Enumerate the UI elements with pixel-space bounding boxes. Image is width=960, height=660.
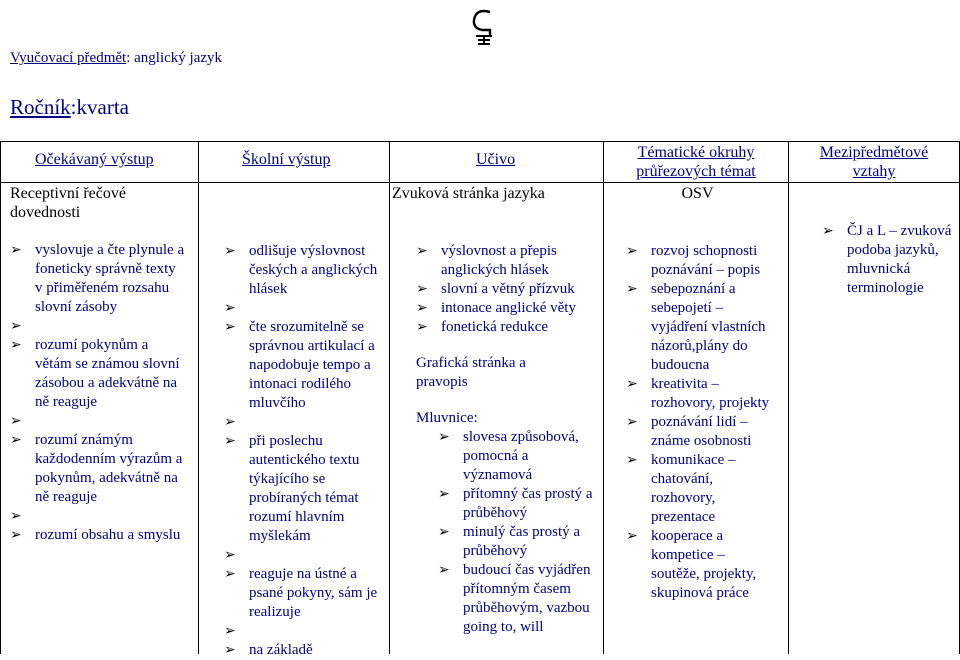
header-interdisciplinary-line1: Mezipředmětové: [819, 144, 929, 161]
col-interdisciplinary: [822, 222, 957, 298]
spacer: [224, 546, 384, 565]
col-cross-topics: [610, 184, 785, 603]
col-curriculum: [392, 184, 600, 637]
col-divider-2: [389, 142, 390, 654]
header-interdisciplinary-line2: vztahy: [852, 163, 896, 180]
header-school-output: Školní výstup: [242, 151, 331, 168]
list-item: ➢ fonetická redukce: [416, 318, 600, 337]
list-item: ➢ poznávání lidí – známe osobnosti: [626, 413, 776, 451]
grade-label: Ročník: [10, 95, 71, 119]
spacer: [10, 507, 185, 526]
list-item: ➢ kreativita – rozhovory, projekty: [626, 375, 776, 413]
header-cross-topics: [604, 143, 788, 181]
grade-line: [10, 95, 129, 120]
list-item: ➢ vyslovuje a čte plynule a foneticky správně texty v přiměřeném rozsahu slovní zásoby: [10, 241, 185, 317]
section-grammar: Mluvnice:: [416, 410, 478, 426]
list-item: ➢ slovní a větný přízvuk: [416, 280, 600, 299]
list-item: ➢ při poslechu autentického textu týkajícího se probíraných témat rozumí hlavním myšlekám: [224, 432, 384, 546]
list-item: ➢ výslovnost a přepis anglických hlásek: [416, 242, 600, 280]
table-header-border: [0, 182, 960, 183]
list-item: ➢ čte srozumitelně se správnou artikulací a napodobuje tempo a intonaci rodilého mluvčího: [224, 318, 384, 413]
header-cross-topics-line1: Tématické okruhy: [637, 144, 755, 161]
subject-label: Vyučovací předmět: [10, 50, 127, 66]
list-item: ➢ rozvoj schopnosti poznávání – popis: [626, 242, 776, 280]
header-expected-output: Očekávaný výstup: [35, 151, 154, 168]
subject-line: [10, 50, 222, 67]
section-sound: Zvuková stránka jazyka: [392, 185, 545, 202]
list-item: ➢ odlišuje výslovnost českých a anglických hlásek: [224, 242, 384, 299]
col-divider-1: [198, 142, 199, 654]
list-item: ➢ sebepoznání a sebepojetí – vyjádření vlastních názorů,plány do budoucna: [626, 280, 776, 375]
list-item: ➢ intonace anglické věty: [416, 299, 600, 318]
col-divider-0: [0, 142, 1, 654]
list-item: ➢ reaguje na ústné a psané pokyny, sám je realizuje: [224, 565, 384, 622]
header-curriculum: Učivo: [476, 151, 516, 168]
list-item: ➢ rozumí pokynům a větám se známou slovní zásobou a adekvátně na ně reaguje: [10, 336, 185, 412]
grade-value: :kvarta: [70, 95, 129, 119]
header-interdisciplinary: [789, 143, 959, 181]
spacer: [224, 299, 384, 318]
list-item: ➢ rozumí obsahu a smyslu: [10, 526, 185, 545]
spacer: [10, 317, 185, 336]
list-item: ➢ ČJ a L – zvuková podoba jazyků, mluvnická terminologie: [822, 222, 957, 298]
table-top-border: [0, 141, 960, 142]
list-item: ➢ přítomný čas prostý a průběhový: [438, 485, 598, 523]
col-divider-4: [788, 142, 789, 654]
header-cross-topics-line2: průřezových témat: [636, 163, 756, 180]
list-item: ➢ slovesa způsobová, pomocná a významová: [438, 428, 598, 485]
list-item: ➢ rozumí známým každodenním výrazům a pokynům, adekvátně na ně reaguje: [10, 431, 185, 507]
section-receptive: Receptivní řečové dovednosti: [10, 185, 126, 221]
list-item: ➢ komunikace – chatování, rozhovory, prezentace: [626, 451, 776, 527]
col-school-output: [224, 242, 384, 660]
col-expected-output: [10, 184, 195, 545]
subject-value: : anglický jazyk: [126, 50, 223, 66]
list-item: ➢ budoucí čas vyjádřen přítomným časem průběhovým, vazbou going to, will: [438, 561, 598, 637]
section-osv: OSV: [681, 185, 714, 202]
spacer: [10, 412, 185, 431]
spacer: [224, 622, 384, 641]
list-item: ➢ kooperace a kompetice – soutěže, projekty, skupinová práce: [626, 527, 776, 603]
list-item: ➢ minulý čas prostý a průběhový: [438, 523, 598, 561]
school-logo-icon: [468, 6, 498, 46]
section-graphic: Grafická stránka a pravopis: [416, 355, 526, 390]
list-item: ➢ na základě: [224, 641, 384, 660]
col-divider-3: [603, 142, 604, 654]
spacer: [224, 413, 384, 432]
